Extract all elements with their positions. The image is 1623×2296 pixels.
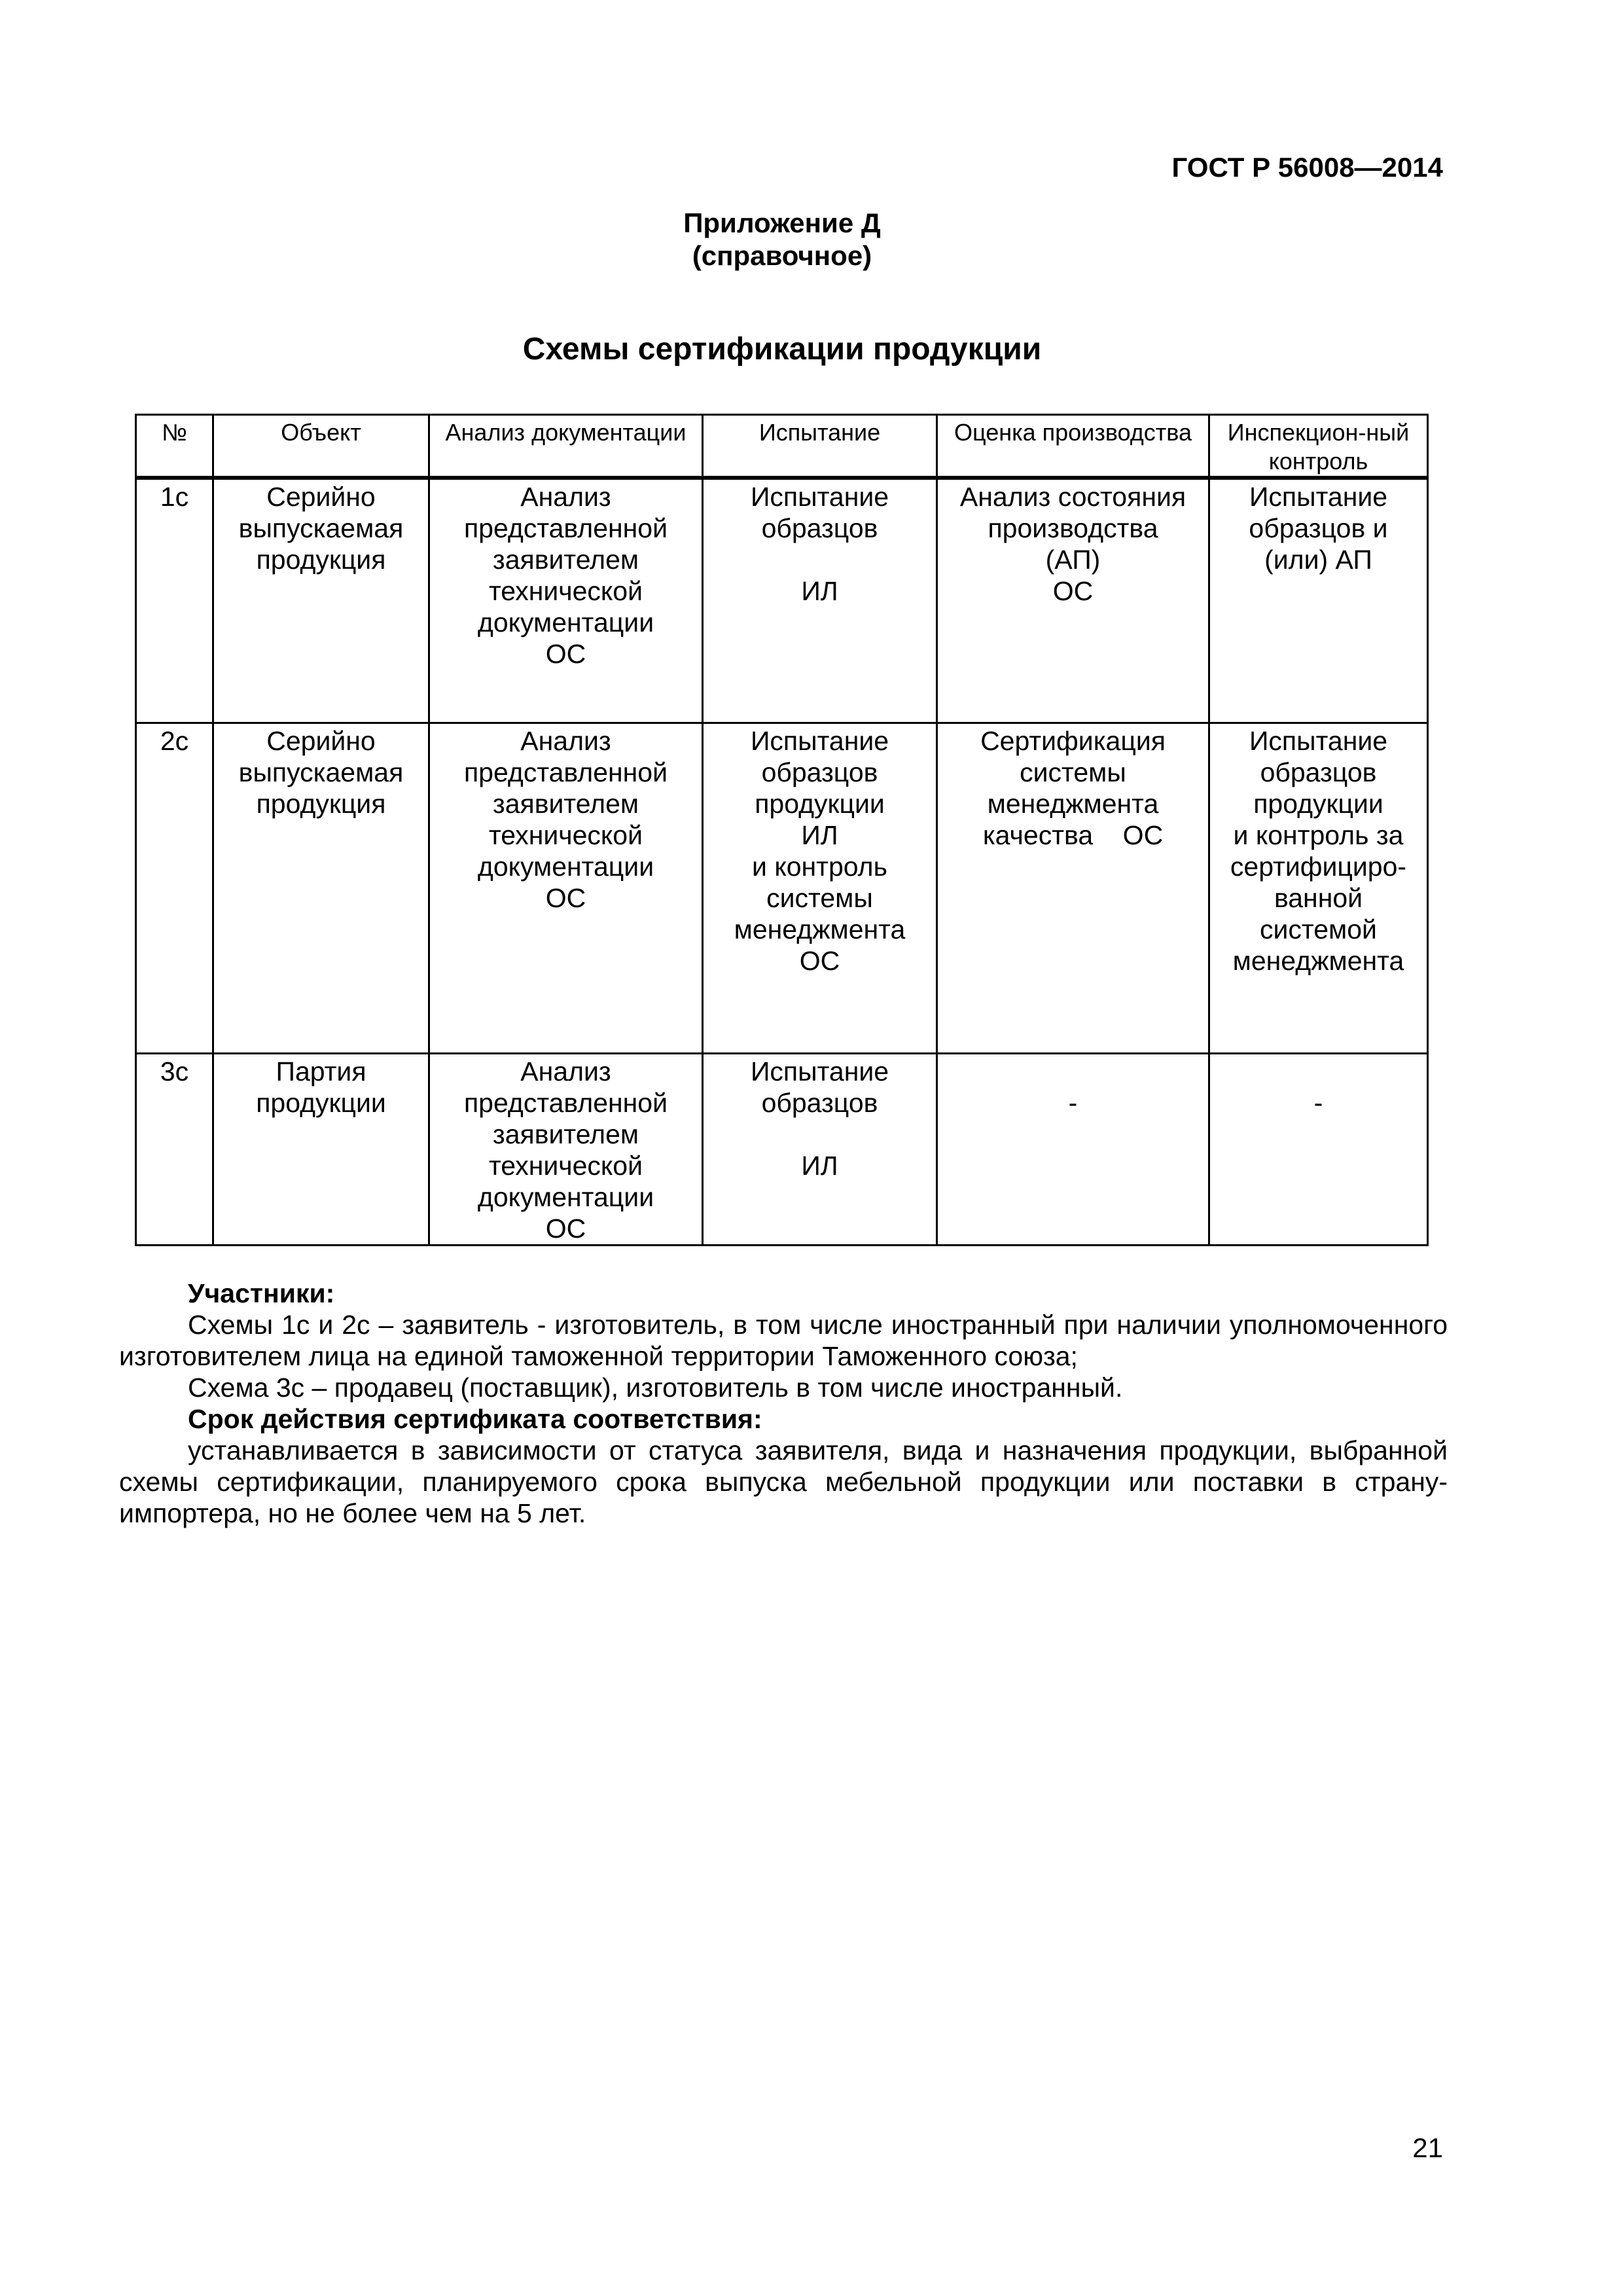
cell-line: выпускаемая [238, 757, 404, 787]
cell-line: (или) АП [1264, 545, 1372, 575]
cell-line: ОС [545, 1213, 586, 1244]
cell-line: и контроль за [1233, 820, 1404, 850]
column-header-production-assessment: Оценка производства [937, 415, 1209, 478]
cell-line: продукции [256, 1088, 386, 1118]
cell-line: представленной [463, 757, 668, 787]
table-header-row [136, 415, 1428, 478]
production-assessment-cell [937, 723, 1209, 1054]
cell-line: документации [477, 1182, 654, 1212]
cell-line: Испытание [750, 482, 889, 512]
page-number: 21 [1412, 2132, 1443, 2163]
validity-heading: Срок действия сертификата соответствия: [188, 1404, 762, 1434]
cell-line: ИЛ [801, 1151, 838, 1181]
cell-line: выпускаемая [238, 513, 404, 543]
cell-line: заявителем [492, 545, 639, 575]
production-assessment-cell [937, 1054, 1209, 1246]
column-header-testing: Испытание [703, 415, 937, 478]
cell-line: образцов [761, 757, 878, 787]
cell-line: - [1068, 1088, 1078, 1118]
cell-line: системы [1020, 757, 1126, 787]
cell-line: представленной [463, 1088, 668, 1118]
cell-line: Испытание [1249, 482, 1388, 512]
annex-subtitle: (справочное) [692, 240, 872, 271]
cell-line: документации [477, 852, 654, 882]
participants-heading: Участники: [188, 1278, 335, 1308]
cell-line [1215, 1056, 1421, 1087]
cell-line [709, 1119, 931, 1150]
cell-line: ОС [799, 946, 840, 976]
annex-heading [0, 207, 1564, 272]
cell-line: Анализ [520, 482, 611, 512]
production-assessment-cell [937, 478, 1209, 723]
inspection-cell [1209, 723, 1428, 1054]
participants-paragraph-1: Схемы 1с и 2с – заявитель - изготовитель, в том числе иностранный при наличии уполномоченного изготовителем лица на единой таможенной территории Таможенного союза; [119, 1310, 1448, 1371]
cell-line: продукция [256, 545, 386, 575]
cell-line: представленной [463, 513, 668, 543]
cell-line: Анализ [520, 726, 611, 756]
certification-schemes-table [135, 414, 1429, 1246]
object-cell [213, 478, 429, 723]
cell-line: ОС [1052, 576, 1094, 606]
doc-analysis-cell [429, 478, 703, 723]
column-header-inspection: Инспекцион-ный контроль [1209, 415, 1428, 478]
table-row [136, 478, 1428, 723]
cell-line: (АП) [1045, 545, 1101, 575]
cell-line: технической [488, 1151, 643, 1181]
cell-line: Испытание [750, 726, 889, 756]
cell-line: Испытание [1249, 726, 1388, 756]
standard-number: ГОСТ Р 56008—2014 [1171, 152, 1443, 183]
cell-line: образцов и [1249, 513, 1388, 543]
cell-line: образцов [761, 513, 878, 543]
cell-line: заявителем [492, 1119, 639, 1149]
cell-line: менеджмента [1232, 946, 1404, 976]
validity-paragraph: устанавливается в зависимости от статуса заявителя, вида и назначения продукции, выбранной схемы сертификации, планируемого срока выпуска мебельной продукции или поставки в страну-импортера, но не более чем на 5 лет. [119, 1435, 1448, 1528]
cell-line: документации [477, 607, 654, 637]
cell-line: ОС [545, 883, 586, 913]
inspection-cell [1209, 1054, 1428, 1246]
row-number: 2с [136, 723, 213, 1054]
testing-cell [703, 1054, 937, 1246]
cell-line: производства [988, 513, 1158, 543]
cell-line: Анализ состояния [959, 482, 1186, 512]
testing-cell [703, 478, 937, 723]
document-title: Схемы сертификации продукции [522, 332, 1042, 367]
participants-paragraph-2: Схема 3с – продавец (поставщик), изготовитель в том числе иностранный. [188, 1372, 1123, 1403]
cell-line: Серийно [266, 726, 376, 756]
cell-line: менеджмента [987, 789, 1159, 819]
cell-line: сертифициро- [1230, 852, 1407, 882]
cell-line: технической [488, 820, 643, 850]
table-row [136, 723, 1428, 1054]
cell-line [709, 544, 931, 575]
cell-line: ИЛ [801, 576, 838, 606]
cell-line: продукции [1253, 789, 1383, 819]
cell-line: продукции [755, 789, 885, 819]
column-header-doc-analysis: Анализ документации [429, 415, 703, 478]
cell-line: ОС [545, 639, 586, 669]
object-cell [213, 1054, 429, 1246]
cell-line: технической [488, 576, 643, 606]
cell-line: образцов [761, 1088, 878, 1118]
cell-line: ванной [1274, 883, 1363, 913]
cell-line: менеджмента [734, 914, 906, 944]
object-cell [213, 723, 429, 1054]
doc-analysis-cell [429, 723, 703, 1054]
column-header-number: № [136, 415, 213, 478]
cell-line: - [1313, 1088, 1323, 1118]
cell-line: ИЛ [801, 820, 838, 850]
cell-line: заявителем [492, 789, 639, 819]
testing-cell [703, 723, 937, 1054]
cell-line: продукция [256, 789, 386, 819]
table-row [136, 1054, 1428, 1246]
cell-line: Сертификация [980, 726, 1166, 756]
cell-line: образцов [1260, 757, 1377, 787]
cell-line: Серийно [266, 482, 376, 512]
cell-line: и контроль [752, 852, 887, 882]
cell-line: Партия [276, 1056, 366, 1086]
cell-line: Испытание [750, 1056, 889, 1086]
inspection-cell [1209, 478, 1428, 723]
row-number: 1с [136, 478, 213, 723]
row-number: 3с [136, 1054, 213, 1246]
notes-section [119, 1278, 1448, 1529]
cell-line: системы [766, 883, 873, 913]
column-header-object: Объект [213, 415, 429, 478]
cell-line: системой [1260, 914, 1377, 944]
doc-analysis-cell [429, 1054, 703, 1246]
annex-title: Приложение Д [683, 207, 881, 238]
cell-line [943, 1056, 1203, 1087]
cell-line: качества ОС [982, 820, 1164, 850]
cell-line: Анализ [520, 1056, 611, 1086]
